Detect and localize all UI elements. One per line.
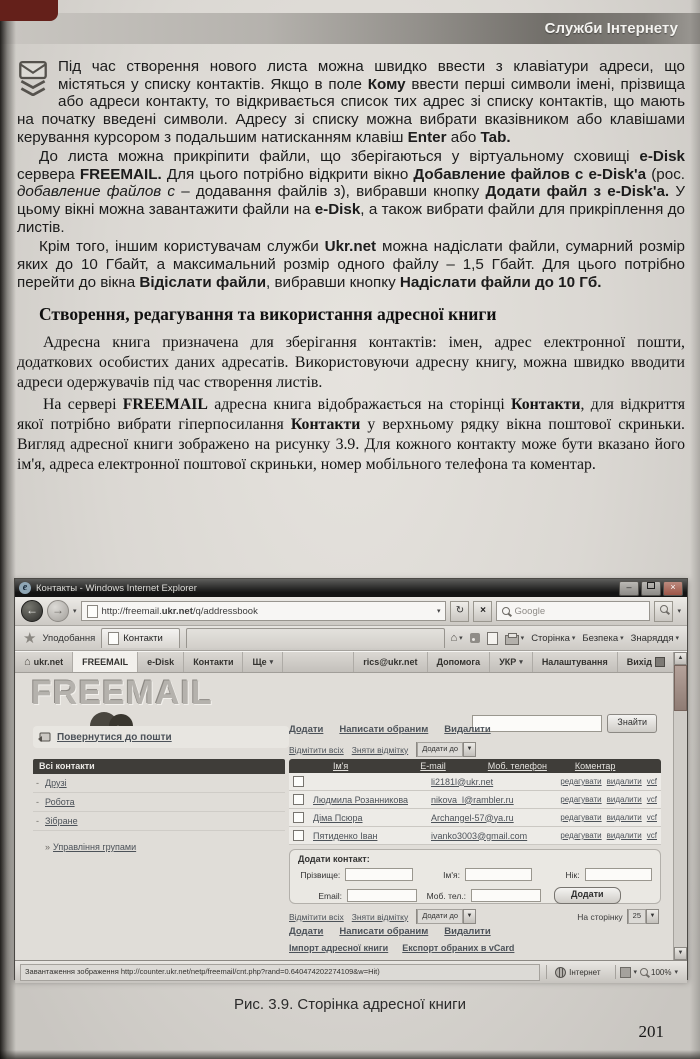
page-bottom-edge (0, 1050, 700, 1059)
window-titlebar (15, 579, 687, 597)
import-export-links (289, 943, 514, 953)
bottom-action-links (289, 926, 491, 937)
page-corner-mark (0, 0, 58, 21)
search-go-button[interactable] (654, 601, 673, 622)
address-toolbar (15, 597, 687, 626)
zoom-control[interactable] (615, 965, 683, 979)
vcf-link[interactable]: vcf (646, 831, 657, 840)
minimize-button[interactable]: – (619, 581, 639, 596)
scroll-up-icon[interactable]: ▲ (674, 652, 687, 665)
chevron-down-icon: ▼ (463, 743, 475, 756)
group-collected[interactable]: - Зібране (33, 812, 285, 831)
bottom-select-controls (289, 909, 659, 924)
contact-name[interactable]: Діма Псюра (313, 812, 363, 823)
feeds-button[interactable] (470, 633, 480, 643)
delete-link[interactable]: Видалити (444, 926, 491, 937)
site-navbar (15, 652, 674, 673)
mark-all-link[interactable]: Відмітити всіх (289, 911, 344, 922)
nav-edisk[interactable]: e-Disk (138, 652, 184, 672)
back-to-mail-link[interactable]: Повернутися до пошти (33, 726, 289, 748)
per-page-select[interactable]: 25 ▼ (627, 909, 659, 924)
row-checkbox[interactable] (293, 794, 304, 805)
nav-more[interactable]: Ще ▾ (243, 652, 283, 672)
chapter-title: Служби Інтернету (544, 20, 678, 37)
search-icon (660, 605, 668, 613)
nick-field[interactable] (585, 868, 652, 881)
nav-settings[interactable]: Налаштування (532, 652, 617, 672)
chevron-down-icon: ▾ (674, 969, 678, 976)
address-bar[interactable] (81, 601, 447, 621)
paragraph-5: На сервері FREEMAIL адресна книга відображається на сторінці Контакти, для відкриття якої потрібно вибрати гіперпосилання Контакти у верхньому рядку вікна поштової скриньки. Вигляд адресної книги зображено на рисунку 3.9. Для кожного контакту може бути вказано його ім'я, адреса електронної поштової скриньки, номер мобільного телефона та коментар. (17, 396, 685, 473)
browser-tab-contacts[interactable] (101, 628, 180, 648)
tab-label: Контакти (123, 633, 163, 644)
mail-arrow-icon (37, 731, 51, 743)
nav-contacts[interactable]: Контакти (184, 652, 243, 672)
table-row (289, 791, 661, 809)
table-row (289, 809, 661, 827)
add-to-group-select[interactable]: Додати до ▼ (416, 909, 476, 924)
write-selected-link[interactable]: Написати обраним (339, 724, 429, 735)
contact-groups-list (33, 759, 285, 831)
security-zone: Інтернет (546, 965, 608, 979)
nav-ukrnet[interactable]: ⌂ ukr.net (15, 652, 73, 672)
section-heading: Створення, редагування та використання адресної книги (39, 304, 497, 325)
per-page-control (577, 909, 659, 924)
form-title: Додати контакт: (298, 854, 370, 864)
scroll-down-icon[interactable]: ▼ (674, 947, 687, 960)
rss-icon (470, 633, 480, 643)
favorites-star-icon[interactable]: ★ (23, 629, 37, 647)
vcf-link[interactable]: vcf (646, 795, 657, 804)
window-title: Контакты - Windows Internet Explorer (36, 582, 197, 594)
table-row (289, 827, 661, 845)
read-mail-button[interactable] (487, 632, 498, 645)
email-label: Email: (318, 890, 342, 901)
mobile-field[interactable] (471, 889, 541, 902)
add-contact-button[interactable]: Додати (554, 887, 621, 904)
mobile-label: Моб. тел.: (426, 890, 466, 901)
book-spine-shadow (0, 0, 16, 1059)
stop-button[interactable]: × (473, 601, 492, 622)
group-all-contacts[interactable]: Всі контакти (33, 759, 285, 774)
group-work[interactable]: - Робота (33, 793, 285, 812)
group-friends[interactable]: - Друзі (33, 774, 285, 793)
email-field[interactable] (347, 889, 417, 902)
chevron-down-icon: ▾ (519, 659, 523, 666)
row-checkbox[interactable] (293, 812, 304, 823)
search-options-chevron-icon[interactable]: ▾ (677, 608, 681, 615)
mail-stack-icon (17, 60, 49, 96)
phishing-filter-icon (620, 967, 631, 978)
chevron-down-icon: ▼ (646, 910, 658, 923)
chevron-down-icon: ▼ (463, 910, 475, 923)
recent-pages-chevron-icon[interactable]: ▾ (73, 608, 77, 615)
restore-button[interactable] (641, 581, 661, 596)
account-email: rics@ukr.net (353, 652, 426, 672)
contact-search-input[interactable] (472, 715, 602, 732)
favorites-tab-bar (15, 626, 687, 651)
scrollbar-thumb[interactable] (674, 665, 687, 711)
vcf-link[interactable]: vcf (646, 777, 657, 786)
close-button[interactable]: × (663, 581, 683, 596)
page-right-edge (690, 0, 700, 1059)
contact-email[interactable]: nikova_l@rambler.ru (431, 794, 514, 805)
nav-freemail[interactable]: FREEMAIL (73, 652, 138, 672)
refresh-button[interactable]: ↻ (450, 601, 469, 622)
address-url: http://freemail.ukr.net/q/addressbook (101, 605, 258, 617)
vcf-link[interactable]: vcf (646, 813, 657, 822)
mail-icon (487, 632, 498, 645)
table-header (289, 759, 661, 773)
row-checkbox[interactable] (293, 776, 304, 787)
home-button[interactable]: ⌂ ▾ (450, 632, 463, 644)
print-button[interactable]: ▾ (505, 632, 525, 645)
add-contact-link[interactable]: Додати (289, 926, 324, 937)
edit-link[interactable]: редагувати (560, 795, 602, 804)
status-bar (15, 960, 687, 983)
chevron-down-icon: ▾ (269, 659, 274, 666)
delete-link[interactable]: видалити (606, 795, 642, 804)
contact-name[interactable]: Пятиденко Іван (313, 830, 378, 841)
menu-safety[interactable]: Безпека ▾ (582, 632, 624, 644)
freemail-logo: FREEMAIL (31, 674, 213, 712)
delete-link[interactable]: видалити (606, 813, 642, 822)
tab-favicon-icon (108, 632, 119, 645)
col-name[interactable]: Ім'я (333, 761, 349, 771)
vertical-scrollbar[interactable] (673, 652, 687, 960)
edit-link[interactable]: редагувати (560, 777, 602, 786)
figure-caption: Рис. 3.9. Сторінка адресної книги (234, 996, 466, 1013)
zoom-icon (640, 968, 648, 976)
article-text (17, 58, 685, 578)
delete-link[interactable]: видалити (606, 831, 642, 840)
internet-zone-icon (555, 967, 566, 978)
page-number: 201 (638, 1022, 664, 1041)
ie-window (14, 578, 688, 980)
nav-logout[interactable]: Вихід (617, 652, 674, 672)
unmark-link[interactable]: Зняти відмітку (351, 911, 409, 922)
menu-tools[interactable]: Знаряддя ▾ (630, 632, 679, 644)
search-hint: Google (514, 605, 546, 617)
paragraph-1 (17, 58, 685, 146)
page-icon (87, 605, 98, 618)
status-message: Завантаження зображення http://counter.ukr.net/netp/freemail/cnt.php?rand=0.640474202274109&w=Hit) (20, 964, 540, 981)
printer-icon (505, 635, 519, 645)
logout-icon (655, 657, 665, 667)
new-tab-stub[interactable] (186, 628, 445, 648)
per-page-label: На сторінку (577, 911, 623, 922)
edit-link[interactable]: редагувати (560, 831, 602, 840)
paragraph-1-text: Під час створення нового листа можна швидко ввести з клавіатури адреси, що містяться у списку контактів. Якщо в поле Кому ввести перші символи імені, прізвища або адреси контакту, то відкривається список тих адрес зі списку контактів, що мають на початку введені символи. Адресу зі списку можна вибрати вказівником або клавішами керування курсором з подальшим натисканням клавіш Enter або Tab. (17, 58, 685, 146)
add-contact-link[interactable]: Додати (289, 724, 324, 735)
page-viewport (15, 651, 687, 960)
chevron-down-icon: ▾ (633, 969, 638, 976)
col-comment[interactable]: Коментар (574, 761, 616, 771)
col-email[interactable]: E-mail (420, 761, 446, 771)
manage-groups-link[interactable]: » Управління групами (33, 842, 136, 852)
site-navbar-right (353, 652, 674, 672)
table-row (289, 773, 661, 791)
add-contact-form (289, 849, 661, 904)
zoom-level: 100% (651, 967, 672, 977)
chapter-header-band (0, 13, 700, 44)
favorites-button[interactable]: Уподобання (42, 632, 96, 644)
mark-all-link[interactable]: Відмітити всіх (289, 744, 344, 755)
address-dropdown-chevron-icon[interactable]: ▾ (436, 608, 441, 615)
row-checkbox[interactable] (293, 830, 304, 841)
forward-button[interactable]: → (47, 600, 69, 622)
nick-label: Нік: (565, 869, 580, 880)
top-select-controls (289, 742, 476, 757)
top-action-links (289, 724, 491, 735)
contact-email[interactable]: Archangel-57@ya.ru (431, 812, 514, 823)
menu-page[interactable]: Сторінка ▾ (531, 632, 576, 644)
col-mobile[interactable]: Моб. телефон (487, 761, 547, 771)
import-addressbook-link[interactable]: Імпорт адресної книги (289, 943, 389, 953)
paragraph-4: Адресна книга призначена для зберігання контактів: імен, адрес електронної пошти, додаткових особистих даних адресатів. Використовуючи адресну книгу, можна швидко вводити адреси одержувачів під час створення листів. (17, 334, 685, 391)
search-icon (502, 607, 510, 615)
contacts-table (289, 759, 661, 845)
find-button[interactable]: Знайти (607, 714, 657, 733)
contact-search (472, 714, 657, 733)
paragraph-2: До листа можна прикріпити файли, що зберігаються у віртуальному сховищі e-Disk сервера FREEMAIL. Для цього потрібно відкрити вікно Добавление файлов с e-Disk'a (рос. добавление файлов с – додавання файлів з), вибравши кнопку Додати файл з e-Disk'a. У цьому вікні можна завантажити файли на e-Disk, а також вибрати файли для прикріплення до листів. (17, 148, 685, 236)
last-name-field[interactable] (345, 868, 412, 881)
contact-email[interactable]: ivanko3003@gmail.com (431, 830, 528, 841)
nav-language[interactable]: УКР ▾ (489, 652, 532, 672)
home-icon: ⌂ (24, 656, 31, 668)
delete-link[interactable]: видалити (606, 777, 642, 786)
write-selected-link[interactable]: Написати обраним (339, 926, 429, 937)
first-name-field[interactable] (465, 868, 532, 881)
last-name-label: Прізвище: (300, 869, 341, 880)
export-vcard-link[interactable]: Експорт обраних в vCard (402, 943, 515, 953)
search-box[interactable] (496, 601, 650, 621)
ie-logo-icon: e (19, 582, 31, 594)
first-name-label: Ім'я: (443, 869, 460, 880)
contact-name[interactable]: Людмила Розанникова (313, 794, 409, 805)
delete-link[interactable]: Видалити (444, 724, 491, 735)
paragraph-3: Крім того, іншим користувачам служби Ukr.net можна надіслати файли, сумарний розмір яких до 10 Гбайт, а максимальний розмір одного файлу – 1,5 Гбайт. Для цього потрібно перейти до вікна Відіслати файли, вибравши кнопку Надіслати файли до 10 Гб. (17, 238, 685, 291)
nav-help[interactable]: Допомога (427, 652, 490, 672)
home-icon: ⌂ (450, 632, 458, 644)
contact-email[interactable]: li2181l@ukr.net (431, 776, 494, 787)
add-to-group-select[interactable]: Додати до ▼ (416, 742, 476, 757)
restore-icon (647, 582, 655, 589)
unmark-link[interactable]: Зняти відмітку (351, 744, 409, 755)
back-button[interactable]: ← (21, 600, 43, 622)
edit-link[interactable]: редагувати (560, 813, 602, 822)
command-bar (451, 632, 680, 645)
